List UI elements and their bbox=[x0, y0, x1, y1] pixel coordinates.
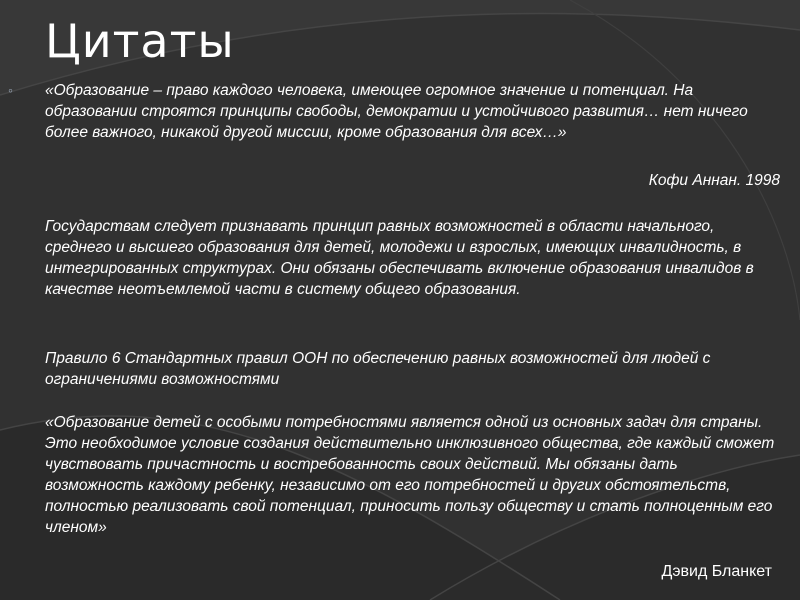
quote-blunkett: «Образование детей с особыми потребностями является одной из основных задач для страны. Это необходимое условие создания действительно инклюзивного общества, где каждый сможет чувствовать причастность и востребованность своих действий. Мы обязаны дать возможность каждому ребенку, независимо от его потребностей и других обстоятельств, полностью реализовать свой потенциал, приносить пользу обществу и стать полноценным его членом» bbox=[45, 414, 775, 536]
quote-blunkett-author: Дэвид Бланкет bbox=[661, 563, 772, 580]
quote-un-rule-source: Правило 6 Стандартных правил ООН по обеспечению равных возможностей для людей с ограничениями возможностями bbox=[45, 350, 711, 388]
bullet-icon: ◦ bbox=[8, 82, 13, 98]
slide-title: Цитаты bbox=[45, 14, 235, 68]
quote-un-rule: Государствам следует признавать принцип равных возможностей в области начального, среднего и высшего образования для детей, молодежи и взрослых, имеющих инвалидность, в интегрированных структурах. Они обязаны обеспечивать включение образования инвалидов в качестве неотъемлемой части в систему общего образования. bbox=[45, 218, 754, 298]
quote-annan: «Образование – право каждого человека, имеющее огромное значение и потенциал. На образовании строятся принципы свободы, демократии и устойчивого развития… нет ничего более важного, никакой другой миссии, кроме образования для всех…» bbox=[45, 82, 748, 141]
quote-annan-author: Кофи Аннан. 1998 bbox=[648, 172, 780, 189]
